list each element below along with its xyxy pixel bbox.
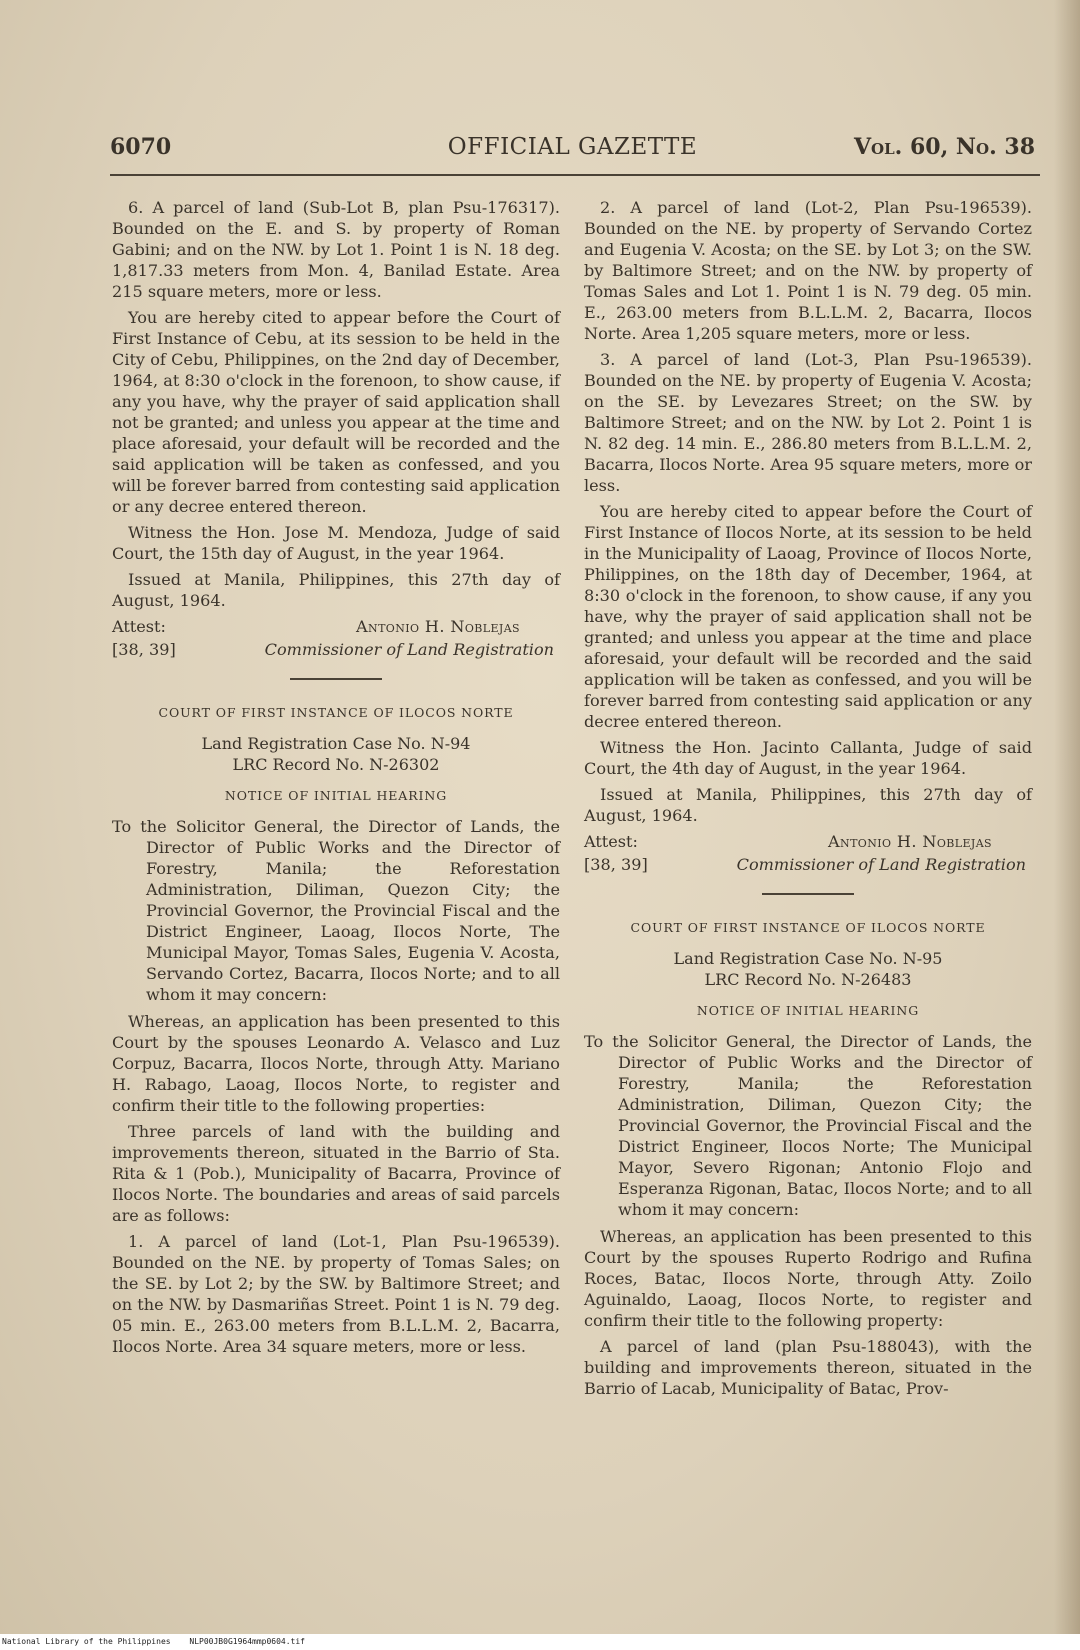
attest-label: Attest:	[112, 617, 166, 636]
signer-title: Commissioner of Land Registration	[264, 640, 554, 659]
signer-title: Commissioner of Land Registration	[736, 855, 1026, 874]
section-divider	[290, 678, 382, 680]
signer-name: Antonio H. Noblejas	[356, 617, 520, 636]
case-number: Land Registration Case No. N-95	[673, 949, 943, 968]
citation-paragraph: You are hereby cited to appear before the Court of First Instance of Ilocos Norte, at its session to be held in the Municipality of Laoag, Province of Ilocos Norte, Philippines, on the 18th day of December, 1964, at 8:30 o'clock in the forenoon, to show cause, if any you have, why the prayer of said application shall not be granted; and unless you appear at the time and place aforesaid, your default will be recorded and the said application will be taken as confessed, and you will be forever barred from contesting said application or any decree entered thereon.	[584, 502, 1032, 731]
right-column	[584, 197, 1032, 1404]
addressees-paragraph: To the Solicitor General, the Director of Lands, the Director of Public Works and the Director of Forestry, Manila; the Reforestation Administration, Diliman, Quezon City; the Provincial Governor, the Provincial Fiscal and the District Engineer, Laoag, Ilocos Norte, The Municipal Mayor, Tomas Sales, Eugenia V. Acosta, Servando Cortez, Bacarra, Ilocos Norte; and to all whom it may concern:	[112, 817, 560, 1004]
signer-title-line	[584, 854, 1032, 875]
page-edge-shadow	[1054, 0, 1080, 1650]
witness-paragraph: Witness the Hon. Jacinto Callanta, Judge of said Court, the 4th day of August, in the year 1964.	[584, 738, 1032, 778]
parcel-1-paragraph: 1. A parcel of land (Lot-1, Plan Psu-196539). Bounded on the NE. by property of Tomas Sales; on the SE. by Lot 2; by the SW. by Baltimore Street; and on the NW. by Dasmariñas Street. Point 1 is N. 79 deg. 05 min. E., 263.00 meters from B.L.L.M. 2, Bacarra, Ilocos Norte. Area 34 square meters, more or less.	[112, 1232, 560, 1356]
publication-title: OFFICIAL GAZETTE	[447, 134, 698, 160]
citation-paragraph: You are hereby cited to appear before the Court of First Instance of Cebu, at its session to be held in the City of Cebu, Philippines, on the 2nd day of December, 1964, at 8:30 o'clock in the forenoon, to show cause, if any you have, why the prayer of said application shall not be granted; and unless you appear at the time and place aforesaid, your default will be recorded and the said application will be taken as confessed, and you will be forever barred from contesting said application or any decree entered thereon.	[112, 308, 560, 516]
record-number: LRC Record No. N-26483	[704, 970, 912, 989]
issue-reference: [38, 39]	[584, 855, 648, 874]
volume-number: Vol. 60, No. 38	[853, 134, 1035, 160]
issue-reference: [38, 39]	[112, 640, 176, 659]
parcels-intro-paragraph: Three parcels of land with the building and improvements thereon, situated in the Barrio of Sta. Rita & 1 (Pob.), Municipality of Bacarra, Province of Ilocos Norte. The boundaries and areas of said parcels are as follows:	[112, 1122, 560, 1225]
section-divider	[762, 893, 854, 895]
notice-heading: NOTICE OF INITIAL HEARING	[696, 1003, 920, 1018]
library-credit: National Library of the Philippines	[2, 1637, 171, 1646]
case-number: Land Registration Case No. N-94	[201, 734, 471, 753]
page-number: 6070	[110, 134, 172, 160]
page-header	[110, 134, 1035, 170]
court-heading: COURT OF FIRST INSTANCE OF ILOCOS NORTE	[630, 920, 986, 935]
issued-paragraph: Issued at Manila, Philippines, this 27th day of August, 1964.	[112, 570, 560, 610]
parcel-3-paragraph: 3. A parcel of land (Lot-3, Plan Psu-196539). Bounded on the NE. by property of Eugenia V. Acosta; on the SE. by Levezares Street; on the SW. by Baltimore Street; and on the NW. by Lot 2. Point 1 is N. 82 deg. 14 min. E., 286.80 meters from B.L.L.M. 2, Bacarra, Ilocos Norte. Area 95 square meters, more or less.	[584, 350, 1032, 495]
court-heading: COURT OF FIRST INSTANCE OF ILOCOS NORTE	[158, 705, 514, 720]
scan-filename: NLP00JB0G1964mmp0604.tif	[189, 1637, 305, 1646]
left-column	[112, 197, 560, 1362]
signer-name: Antonio H. Noblejas	[828, 832, 992, 851]
application-paragraph: Whereas, an application has been presented to this Court by the spouses Ruperto Rodrigo and Rufina Roces, Batac, Ilocos Norte, through Atty. Zoilo Aguinaldo, Laoag, Ilocos Norte, to register and confirm their title to the following property:	[584, 1227, 1032, 1330]
attest-line	[112, 616, 560, 637]
notice-heading: NOTICE OF INITIAL HEARING	[224, 788, 448, 803]
attest-label: Attest:	[584, 832, 638, 851]
scan-footer	[0, 1634, 1080, 1650]
record-number: LRC Record No. N-26302	[232, 755, 440, 774]
header-rule	[110, 174, 1040, 176]
addressees-paragraph: To the Solicitor General, the Director of Lands, the Director of Public Works and the Director of Forestry, Manila; the Reforestation Administration, Diliman, Quezon City; the Provincial Governor, the Provincial Fiscal and the District Engineer, Ilocos Norte; The Municipal Mayor, Severo Rigonan; Antonio Flojo and Esperanza Rigonan, Batac, Ilocos Norte; and to all whom it may concern:	[584, 1032, 1032, 1219]
application-paragraph: Whereas, an application has been presented to this Court by the spouses Leonardo A. Velasco and Luz Corpuz, Bacarra, Ilocos Norte, through Atty. Mariano H. Rabago, Laoag, Ilocos Norte, to register and confirm their title to the following properties:	[112, 1012, 560, 1115]
witness-paragraph: Witness the Hon. Jose M. Mendoza, Judge of said Court, the 15th day of August, in the year 1964.	[112, 523, 560, 563]
attest-line	[584, 831, 1032, 852]
parcel-2-paragraph: 2. A parcel of land (Lot-2, Plan Psu-196539). Bounded on the NE. by property of Servando Cortez and Eugenia V. Acosta; on the SE. by Lot 3; on the SW. by Baltimore Street; and on the NW. by property of Tomas Sales and Lot 1. Point 1 is N. 79 deg. 05 min. E., 263.00 meters from B.L.L.M. 2, Bacarra, Ilocos Norte. Area 1,205 square meters, more or less.	[584, 198, 1032, 343]
issued-paragraph: Issued at Manila, Philippines, this 27th day of August, 1964.	[584, 785, 1032, 825]
signer-title-line	[112, 639, 560, 660]
parcel-paragraph: A parcel of land (plan Psu-188043), with the building and improvements thereon, situated in the Barrio of Lacab, Municipality of Batac, Prov-	[584, 1337, 1032, 1398]
parcel-6-paragraph: 6. A parcel of land (Sub-Lot B, plan Psu-176317). Bounded on the E. and S. by property of Roman Gabini; and on the NW. by Lot 1. Point 1 is N. 18 deg. 1,817.33 meters from Mon. 4, Banilad Estate. Area 215 square meters, more or less.	[112, 198, 560, 301]
